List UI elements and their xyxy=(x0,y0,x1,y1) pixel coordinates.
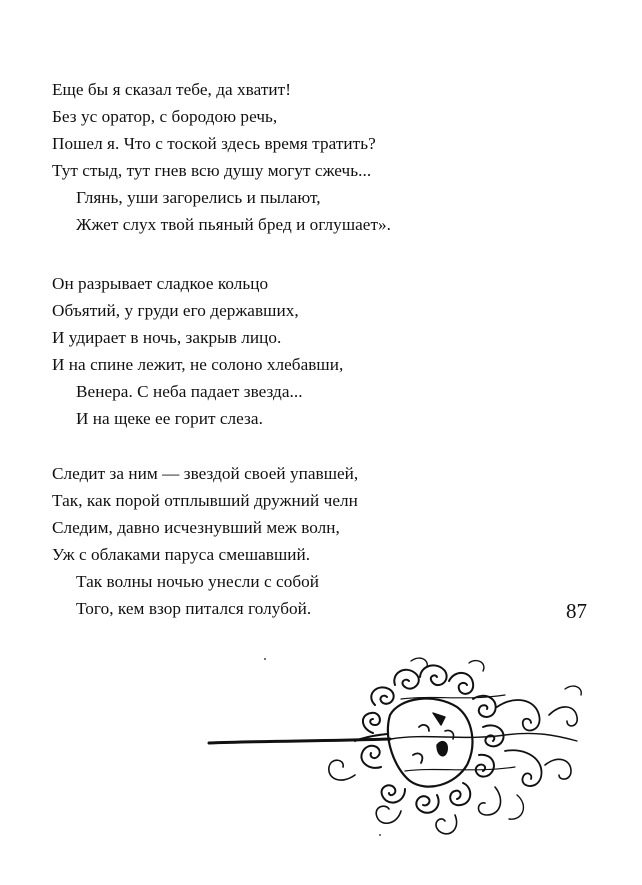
poem-line: Он разрывает сладкое кольцо xyxy=(52,274,269,293)
poem-line: Следим, давно исчезнувший меж волн, xyxy=(52,518,340,537)
poem-line-indented: Глянь, уши загорелись и пылают, xyxy=(76,188,321,207)
poem-line-indented: И на щеке ее горит слеза. xyxy=(76,409,263,428)
poem-line: Без ус оратор, с бородою речь, xyxy=(52,107,278,126)
poem-line-indented: Того, кем взор питался голубой. xyxy=(76,599,312,618)
poem-line-indented: Жжет слух твой пьяный бред и оглушает». xyxy=(76,215,392,234)
poem-line: Объятий, у груди его державших, xyxy=(52,301,299,320)
poem-line: Еще бы я сказал тебе, да хватит! xyxy=(52,80,292,99)
stanza-3 xyxy=(52,460,552,622)
curly-haired-head-drawing-icon xyxy=(205,655,605,845)
page-number: 87 xyxy=(566,599,587,623)
poem-line: Уж с облаками паруса смешавший. xyxy=(52,545,311,564)
stanza-1 xyxy=(52,76,552,238)
poem-line: И удирает в ночь, закрыв лицо. xyxy=(52,328,282,347)
poem-line-indented: Венера. С неба падает звезда... xyxy=(76,382,303,401)
poem-line: И на спине лежит, не солоно хлебавши, xyxy=(52,355,344,374)
stanza-2 xyxy=(52,270,552,432)
poem-line: Так, как порой отплывший дружний челн xyxy=(52,491,358,510)
poem-line: Пошел я. Что с тоской здесь время тратить? xyxy=(52,134,376,153)
poem-line: Тут стыд, тут гнев всю душу могут сжечь... xyxy=(52,161,372,180)
poem-line: Следит за ним — звездой своей упавшей, xyxy=(52,464,359,483)
poem-line-indented: Так волны ночью унесли с собой xyxy=(76,572,320,591)
